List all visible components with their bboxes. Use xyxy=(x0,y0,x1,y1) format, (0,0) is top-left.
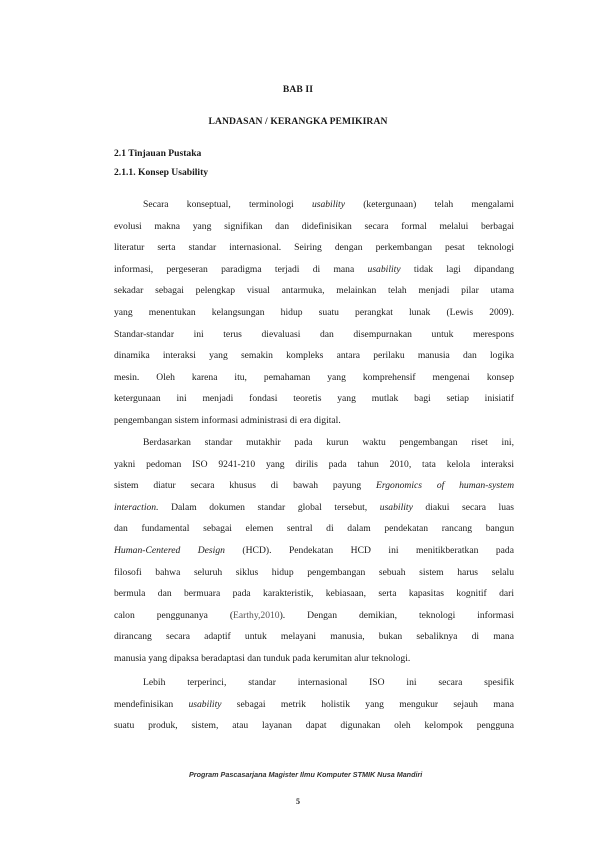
text-line xyxy=(114,350,514,362)
text-line xyxy=(114,221,514,233)
text-line xyxy=(114,545,514,557)
text-line xyxy=(114,415,514,427)
text-run: informasi, pergeseran paradigma terjadi di mana xyxy=(114,263,368,275)
text-line xyxy=(114,699,514,711)
text-run: Berdasarkan standar mutakhir pada kurun waktu pengembangan riset ini, xyxy=(143,437,514,448)
chapter-title: LANDASAN / KERANGKA PEMIKIRAN xyxy=(208,116,388,127)
page-number: 5 xyxy=(296,797,300,806)
text-line xyxy=(114,329,514,341)
text-line xyxy=(114,393,514,405)
text-run: (HCD). Pendekatan HCD ini menitikberatkan pada xyxy=(224,545,514,556)
text-run: filosofi bahwa seluruh siklus hidup pengembangan sebuah sistem harus selalu xyxy=(114,566,514,578)
italic-term: usability xyxy=(188,698,222,710)
text-line xyxy=(143,437,514,449)
text-line xyxy=(114,459,514,471)
italic-term: interaction. xyxy=(114,501,159,513)
text-run: dirancang secara adaptif untuk melayani manusia, bukan sebaliknya di mana xyxy=(114,631,514,643)
text-run: dinamika interaksi yang semakin kompleks antara perilaku manusia dan logika xyxy=(114,350,514,362)
text-run: mendefinisikan xyxy=(114,698,189,710)
text-line xyxy=(114,588,514,600)
text-run: evolusi makna yang signifikan dan didefinisikan secara formal melalui berbagai xyxy=(114,220,514,232)
italic-term: usability xyxy=(367,263,401,275)
text-run: Standar-standar ini terus dievaluasi dan disempurnakan untuk merespons xyxy=(114,328,514,340)
chapter-label: BAB II xyxy=(282,84,314,95)
text-line xyxy=(143,677,514,689)
text-line xyxy=(114,653,514,665)
text-run: yang menentukan kelangsungan hidup suatu perangkat lunak (Lewis 2009). xyxy=(114,307,514,318)
text-line xyxy=(114,285,514,297)
footer-institution: Program Pascasarjana Magister Ilmu Komputer STMIK Nusa Mandiri xyxy=(189,770,423,779)
text-run: tidak lagi dipandang xyxy=(400,263,514,275)
text-run: sekadar sebagai pelengkap visual antarmuka, melainkan telah menjadi pilar utama xyxy=(114,285,514,297)
text-line xyxy=(114,523,514,535)
text-run: mesin. Oleh karena itu, pemahaman yang komprehensif mengenai konsep xyxy=(114,371,514,383)
text-run: diakui secara luas xyxy=(412,501,514,513)
text-line xyxy=(114,242,514,254)
text-run: sebagai metrik holistik yang mengukur sejauh mana xyxy=(221,698,515,710)
text-run: Dalam dokumen standar global tersebut, xyxy=(158,501,380,513)
text-run: Secara konseptual, terminologi xyxy=(143,199,312,210)
text-run: bermula dan bermuara pada karakteristik, kebiasaan, serta kapasitas kognitif dari xyxy=(114,588,514,600)
text-run: pengembangan sistem informasi administrasi di era digital. xyxy=(114,415,341,426)
text-line xyxy=(143,199,514,211)
text-run: Lebih terperinci, standar internasional ISO ini secara spesifik xyxy=(143,677,514,688)
text-line xyxy=(114,307,514,319)
italic-term: usability xyxy=(379,501,413,513)
text-line xyxy=(114,720,514,732)
italic-term: Ergonomics of human-system xyxy=(376,480,514,492)
subsection-heading: 2.1.1. Konsep Usability xyxy=(114,167,209,178)
text-run: manusia yang dipaksa beradaptasi dan tunduk pada kerumitan alur teknologi. xyxy=(114,653,411,664)
text-run: ketergunaan ini menjadi fondasi teoretis yang mutlak bagi setiap inisiatif xyxy=(114,393,514,405)
text-run: sistem diatur secara khusus di bawah payung xyxy=(114,480,376,492)
text-line xyxy=(114,372,514,384)
text-run: literatur serta standar internasional. Seiring dengan perkembangan pesat teknologi xyxy=(114,242,514,254)
section-heading: 2.1 Tinjauan Pustaka xyxy=(114,148,202,159)
text-run: (ketergunaan) telah mengalami xyxy=(344,199,514,210)
italic-term: Human-Centered Design xyxy=(114,545,225,556)
text-line xyxy=(114,631,514,643)
italic-term: usability xyxy=(311,199,345,210)
text-run: suatu produk, sistem, atau layanan dapat digunakan oleh kelompok pengguna xyxy=(114,720,514,732)
text-line xyxy=(114,264,514,276)
text-run: dan fundamental sebagai elemen sentral di dalam pendekatan rancang bangun xyxy=(114,523,514,535)
text-line xyxy=(114,567,514,579)
text-line xyxy=(114,502,514,514)
text-run: yakni pedoman ISO 9241-210 yang dirilis pada tahun 2010, tata kelola interaksi xyxy=(114,458,514,470)
text-line xyxy=(114,610,514,622)
text-line xyxy=(114,480,514,492)
citation: Earthy,2010 xyxy=(233,609,280,621)
text-run: calon penggunanya ( xyxy=(114,609,234,621)
text-run: ). Dengan demikian, teknologi informasi xyxy=(279,609,514,621)
